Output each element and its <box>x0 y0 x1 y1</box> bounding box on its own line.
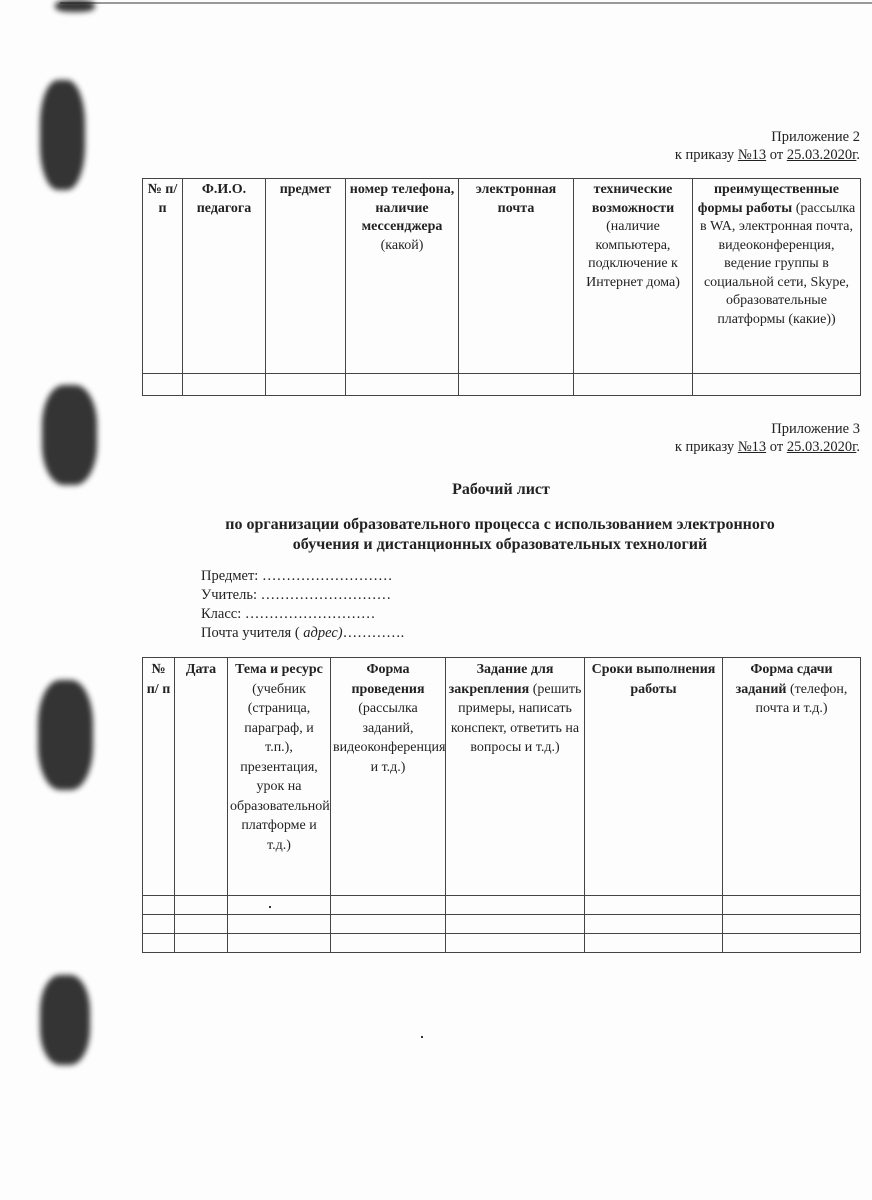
column-header <box>143 658 175 896</box>
order-end: . <box>856 147 860 163</box>
table-cell <box>228 915 331 934</box>
column-header <box>175 658 228 896</box>
teacher-field: Учитель: ……………………… <box>201 587 392 603</box>
column-header <box>574 179 693 374</box>
table-cell <box>723 934 861 953</box>
email-dots: …………. <box>342 625 405 641</box>
table-row <box>143 896 861 915</box>
column-header <box>346 179 459 374</box>
column-header <box>331 658 446 896</box>
table-cell <box>175 915 228 934</box>
order-from: от <box>766 439 787 455</box>
table-cell <box>175 896 228 915</box>
column-header-title: Ф.И.О. педагога <box>196 182 252 216</box>
order-date: 25.03.2020г <box>786 439 857 455</box>
order-prefix: к приказу <box>674 147 738 163</box>
scan-artifact <box>42 385 97 485</box>
column-header-title: Сроки выполнения работы <box>591 662 716 697</box>
table-header-row <box>143 658 861 896</box>
class-field: Класс: ……………………… <box>201 606 376 622</box>
document-subtitle: по организации образовательного процесса с использованием электронного обучения и дистанционных образовательных технологий <box>225 516 775 553</box>
table-cell <box>723 915 861 934</box>
table-cell <box>143 896 175 915</box>
worksheet-fields <box>201 567 404 643</box>
table-row <box>143 915 861 934</box>
subject-field: Предмет: ……………………… <box>201 568 393 584</box>
table-cell <box>143 934 175 953</box>
table-header-row <box>143 179 861 374</box>
document-title: Рабочий лист <box>452 481 550 498</box>
column-header-hint: (телефон, почта и т.д.) <box>755 681 848 716</box>
column-header-title: технические возможности <box>591 182 675 216</box>
order-end: . <box>856 439 860 455</box>
scan-speck <box>269 906 271 908</box>
scan-speck <box>421 1036 423 1038</box>
column-header-hint: (рассылка в WA, электронная почта, видеоконференция, ведение группы в социальной сети, Skype, образовательные платформы (какие)) <box>699 200 856 327</box>
order-number: №13 <box>737 147 767 163</box>
table-cell <box>446 934 585 953</box>
column-header-title: электронная почта <box>475 182 557 216</box>
appendix-2-header <box>675 128 860 164</box>
table-cell <box>175 934 228 953</box>
table-cell <box>228 896 331 915</box>
order-date: 25.03.2020г <box>786 147 857 163</box>
order-from: от <box>766 147 787 163</box>
column-header <box>228 658 331 896</box>
column-header-hint: (учебник (страница, параграф, и т.п.), презентация, урок на образовательной платформе и т.д.) <box>230 681 330 853</box>
teachers-table <box>142 178 861 396</box>
table-cell <box>331 934 446 953</box>
table-cell <box>585 896 723 915</box>
column-header-title: № п/п <box>147 182 178 216</box>
column-header <box>446 658 585 896</box>
scan-artifact <box>40 975 90 1065</box>
table-row <box>143 934 861 953</box>
order-reference <box>675 438 860 456</box>
order-number: №13 <box>737 439 767 455</box>
column-header <box>143 179 183 374</box>
table-cell <box>331 915 446 934</box>
column-header-title: № п/ п <box>146 662 171 697</box>
column-header <box>723 658 861 896</box>
column-header <box>693 179 861 374</box>
table-cell <box>331 896 446 915</box>
table-cell <box>585 915 723 934</box>
table-cell <box>585 934 723 953</box>
column-header <box>459 179 574 374</box>
column-header-title: Дата <box>185 662 217 677</box>
column-header <box>183 179 266 374</box>
email-field <box>201 624 404 643</box>
appendix-label: Приложение 3 <box>771 421 860 437</box>
appendix-label: Приложение 2 <box>771 129 860 145</box>
table-cell <box>228 934 331 953</box>
column-header-hint: (наличие компьютера, подключение к Интернет дома) <box>586 219 680 290</box>
scan-artifact <box>38 680 93 790</box>
email-hint: адрес) <box>303 625 343 641</box>
column-header-title: Задание для закрепления <box>448 662 554 697</box>
column-header-hint: (решить примеры, написать конспект, ответить на вопросы и т.д.) <box>450 681 582 755</box>
column-header-title: Тема и ресурс <box>235 662 323 677</box>
order-prefix: к приказу <box>674 439 738 455</box>
table-cell <box>143 915 175 934</box>
column-header-title: номер телефона, наличие мессенджера <box>349 182 455 234</box>
scan-edge-line <box>60 2 872 4</box>
scan-artifact <box>55 0 95 12</box>
scan-artifact <box>40 80 85 190</box>
order-reference <box>675 146 860 164</box>
column-header-hint: (какой) <box>380 237 424 253</box>
column-header-title: предмет <box>279 182 332 197</box>
column-header <box>585 658 723 896</box>
worksheet-table <box>142 657 861 953</box>
table-row <box>143 374 861 396</box>
column-header-title: Форма проведения <box>351 662 425 697</box>
appendix-3-header <box>675 420 860 456</box>
table-cell <box>446 915 585 934</box>
column-header-hint: (рассылка заданий, видеоконференция и т.д.) <box>333 701 446 775</box>
column-header-title: преимущественные формы работы <box>697 182 839 216</box>
table-cell <box>723 896 861 915</box>
column-header-title: Форма сдачи заданий <box>735 662 833 697</box>
column-header <box>266 179 346 374</box>
table-cell <box>446 896 585 915</box>
email-label: Почта учителя ( <box>201 625 304 641</box>
